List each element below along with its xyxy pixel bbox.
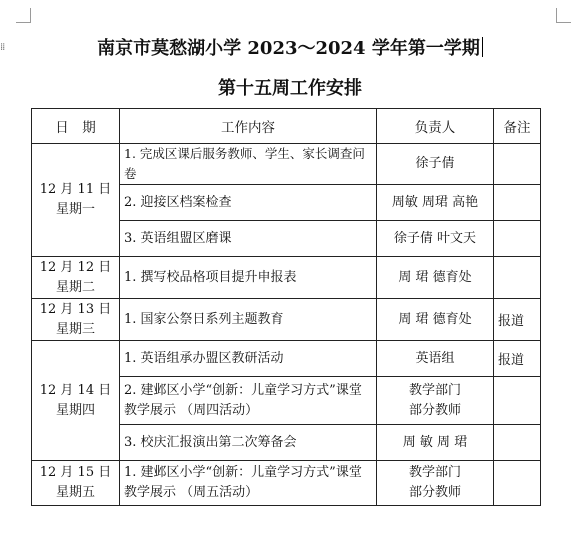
content-cell[interactable]: 1. 撰写校品格项目提升申报表 [120,257,377,299]
owner-cell[interactable]: 周 珺 德育处 [377,257,494,299]
date-cell[interactable]: 12 月 13 日 星期三 [32,299,120,341]
note-cell[interactable] [494,257,541,299]
note-cell[interactable] [494,185,541,221]
table-row [32,144,541,185]
content-cell[interactable]: 1. 建邺区小学“创新：儿童学习方式”课堂教学展示 （周五活动） [120,461,377,506]
owner-cell[interactable]: 徐子倩 叶文天 [377,221,494,257]
owner-cell[interactable]: 周 敏 周 珺 [377,425,494,461]
header-owner: 负责人 [377,109,494,144]
content-cell[interactable]: 1. 国家公祭日系列主题教育 [120,299,377,341]
document-title[interactable]: 南京市莫愁湖小学 2023～2024 学年第一学期 [0,34,580,60]
date-cell[interactable]: 12 月 15 日 星期五 [32,461,120,506]
note-cell[interactable] [494,221,541,257]
header-date: 日 期 [32,109,120,144]
text-cursor [482,37,483,57]
content-cell[interactable]: 2. 建邺区小学“创新：儿童学习方式”课堂教学展示 （周四活动） [120,377,377,425]
owner-cell[interactable]: 英语组 [377,341,494,377]
header-content: 工作内容 [120,109,377,144]
owner-cell[interactable]: 周 珺 德育处 [377,299,494,341]
document-subtitle[interactable]: 第十五周工作安排 [218,78,362,99]
table-row [32,257,541,299]
note-cell[interactable] [494,377,541,425]
content-cell[interactable]: 1. 英语组承办盟区教研活动 [120,341,377,377]
note-cell[interactable] [494,461,541,506]
note-cell[interactable] [494,425,541,461]
content-cell[interactable]: 3. 英语组盟区磨课 [120,221,377,257]
date-cell[interactable]: 12 月 11 日 星期一 [32,144,120,257]
owner-cell[interactable]: 徐子倩 [377,144,494,185]
table-row [32,299,541,341]
table-row [32,461,541,506]
owner-cell[interactable]: 教学部门 部分教师 [377,461,494,506]
content-cell[interactable]: 2. 迎接区档案检查 [120,185,377,221]
page-corner-mark [556,8,571,23]
schedule-table[interactable] [31,108,541,506]
content-cell[interactable]: 1. 完成区课后服务教师、学生、家长调查问卷 [120,144,377,185]
table-move-handle-icon[interactable]: ⁞⁞ [0,42,5,53]
date-cell[interactable]: 12 月 14 日 星期四 [32,341,120,461]
note-cell[interactable] [494,144,541,185]
header-note: 备注 [494,109,541,144]
note-cell[interactable]: 报道 [494,341,541,377]
owner-cell[interactable]: 周敏 周珺 高艳 [377,185,494,221]
table-header-row [32,109,541,144]
owner-cell[interactable]: 教学部门 部分教师 [377,377,494,425]
table-row [32,341,541,377]
note-cell[interactable]: 报道 [494,299,541,341]
date-cell[interactable]: 12 月 12 日 星期二 [32,257,120,299]
content-cell[interactable]: 3. 校庆汇报演出第二次筹备会 [120,425,377,461]
page-corner-mark [16,8,31,23]
